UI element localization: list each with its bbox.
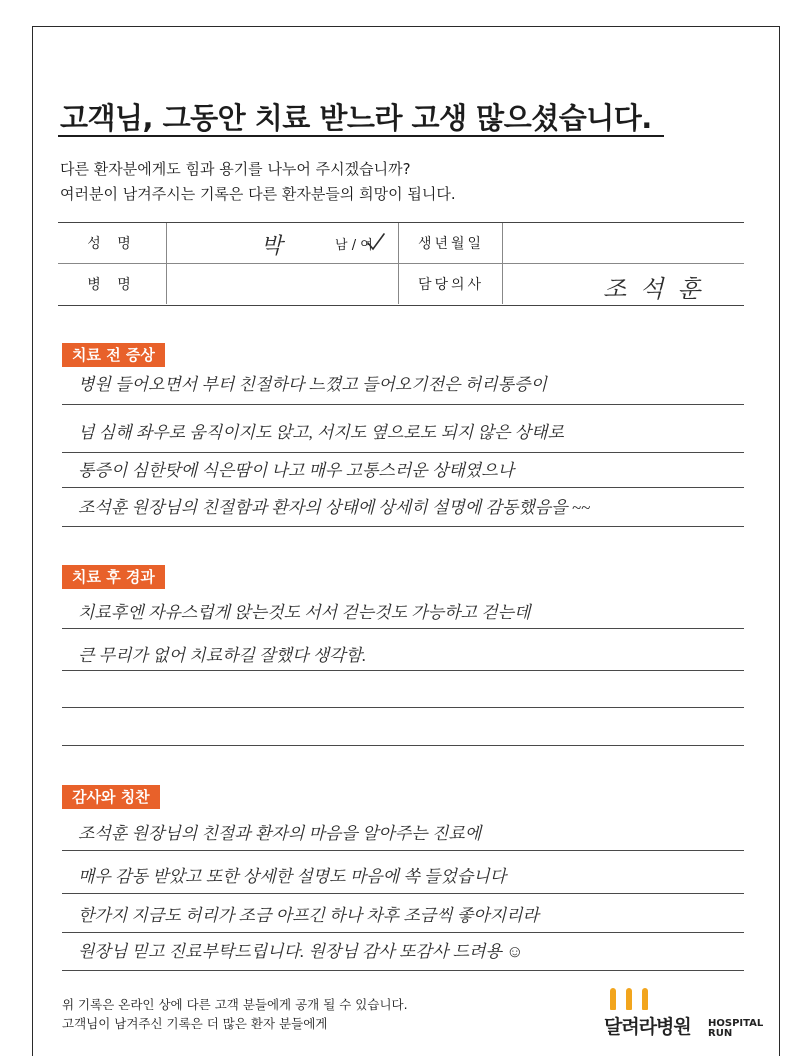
title-underline	[58, 135, 664, 137]
hospital-sub	[708, 1019, 763, 1039]
intro-line-1: 다른 환자분에게도 힘과 용기를 나누어 주시겠습니까?	[60, 160, 411, 178]
rule-line	[62, 670, 744, 671]
before-line-4: 조석훈 원장님의 친절함과 환자의 상태에 상세히 설명에 감동했음을 ~~	[78, 498, 591, 517]
patient-info-table	[58, 222, 744, 306]
thanks-line-4: 원장님 믿고 진료부탁드립니다. 원장님 감사 또감사 드려용 ☺	[78, 942, 524, 961]
doctor-value: 조석훈	[603, 277, 715, 303]
rule-line	[62, 893, 744, 894]
hospital-sub-2: RUN	[708, 1028, 733, 1039]
rule-line	[62, 745, 744, 746]
birth-field[interactable]	[502, 223, 745, 263]
before-line-2: 넘 심해 좌우로 움직이지도 앉고, 서지도 옆으로도 되지 않은 상태로	[78, 423, 564, 442]
rule-line	[62, 932, 744, 933]
name-label: 성 명	[87, 236, 137, 252]
gender-check-icon	[365, 231, 387, 253]
rule-line	[62, 404, 744, 405]
name-value: 박	[261, 233, 283, 258]
intro-line-2: 여러분이 남겨주시는 기록은 다른 환자분들의 희망이 됩니다.	[60, 185, 456, 203]
doctor-label: 담당의사	[398, 264, 503, 304]
hospital-name: 달려라병원	[604, 1016, 691, 1038]
name-field[interactable]	[166, 223, 399, 263]
rule-line	[62, 707, 744, 708]
hospital-logo	[604, 988, 764, 1039]
thanks-label: 감사와 칭찬	[62, 785, 160, 809]
thanks-line-3: 한가지 지금도 허리가 조금 아프긴 하나 차후 조금씩 좋아지리라	[78, 906, 539, 925]
rule-line	[62, 526, 744, 527]
doctor-field[interactable]	[502, 264, 745, 304]
before-line-1: 병원 들어오면서 부터 친절하다 느꼈고 들어오기전은 허리통증이	[78, 375, 547, 394]
birth-label: 생년월일	[398, 223, 503, 263]
before-line-3: 통증이 심한탓에 식은땀이 나고 매우 고통스러운 상태였으나	[78, 461, 515, 480]
rule-line	[62, 850, 744, 851]
gender-options[interactable]: 남 / 여	[335, 237, 373, 253]
after-line-1: 치료후엔 자유스럽게 앉는것도 서서 걷는것도 가능하고 걷는데	[78, 603, 531, 622]
rule-line	[62, 628, 744, 629]
logo-bars-icon	[610, 988, 658, 1012]
rule-line	[62, 487, 744, 488]
after-progress-label: 치료 후 경과	[62, 565, 165, 589]
page-title: 고객님, 그동안 치료 받느라 고생 많으셨습니다.	[60, 101, 652, 135]
after-line-2: 큰 무리가 없어 치료하길 잘했다 생각함.	[78, 646, 367, 665]
info-row-disease	[58, 264, 744, 304]
before-symptoms-label: 치료 전 증상	[62, 343, 165, 367]
rule-line	[62, 452, 744, 453]
survey-sheet	[32, 26, 780, 1056]
thanks-line-1: 조석훈 원장님의 친절과 환자의 마음을 알아주는 진료에	[78, 824, 482, 843]
disease-label: 병 명	[87, 277, 137, 293]
disease-field[interactable]	[166, 264, 399, 304]
info-row-name	[58, 223, 744, 264]
footer-note-1: 위 기록은 온라인 상에 다른 고객 분들에게 공개 될 수 있습니다.	[62, 997, 408, 1012]
hospital-sub-1: HOSPITAL	[708, 1018, 764, 1029]
rule-line	[62, 970, 744, 971]
thanks-line-2: 매우 감동 받았고 또한 상세한 설명도 마음에 쏙 들었습니다	[78, 867, 507, 886]
footer-note-2: 고객님이 남겨주신 기록은 더 많은 환자 분들에게	[62, 1016, 328, 1031]
